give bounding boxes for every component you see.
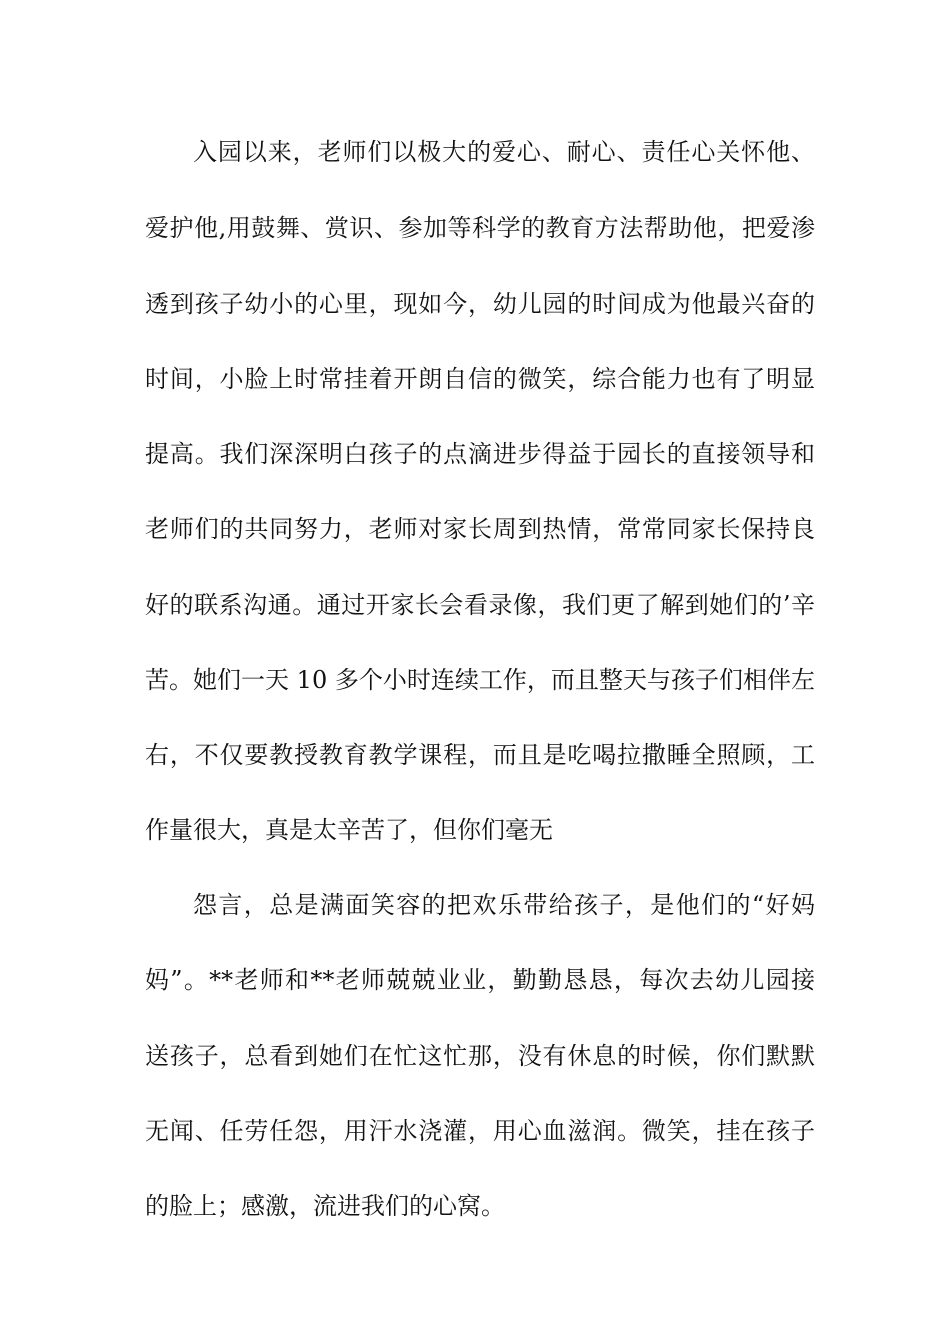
- text-line: 好的联系沟通。通过开家长会看录像，我们更了解到她们的’辛: [145, 591, 815, 619]
- text-line: 无闻、任劳任怨，用汗水浇灌，用心血滋润。微笑，挂在孩子: [145, 1117, 815, 1145]
- text-line: 时间，小脸上时常挂着开朗自信的微笑，综合能力也有了明显: [145, 365, 815, 393]
- text-line: 提高。我们深深明白孩子的点滴进步得益于园长的直接领导和: [145, 440, 815, 468]
- text-line: 的脸上；感激，流进我们的心窝。: [145, 1192, 505, 1220]
- text-line: 右，不仅要教授教育教学课程，而且是吃喝拉撒睡全照顾，工: [145, 741, 815, 769]
- text-line: 送孩子，总看到她们在忙这忙那，没有休息的时候，你们默默: [145, 1042, 815, 1070]
- text-line: 苦。她们一天 10 多个小时连续工作，而且整天与孩子们相伴左: [145, 666, 815, 694]
- text-line: 妈”。**老师和**老师兢兢业业，勤勤恳恳，每次去幼儿园接: [145, 966, 815, 994]
- text-line: 怨言，总是满面笑容的把欢乐带给孩子，是他们的“好妈: [193, 891, 815, 919]
- text-line: 作量很大，真是太辛苦了，但你们毫无: [145, 816, 553, 844]
- text-line: 老师们的共同努力，老师对家长周到热情，常常同家长保持良: [145, 515, 815, 543]
- text-line: 透到孩子幼小的心里，现如今，幼儿园的时间成为他最兴奋的: [145, 290, 815, 318]
- text-line: 入园以来，老师们以极大的爱心、耐心、责任心关怀他、: [193, 138, 815, 166]
- text-line: 爱护他,用鼓舞、赏识、参加等科学的教育方法帮助他，把爱渗: [145, 214, 815, 242]
